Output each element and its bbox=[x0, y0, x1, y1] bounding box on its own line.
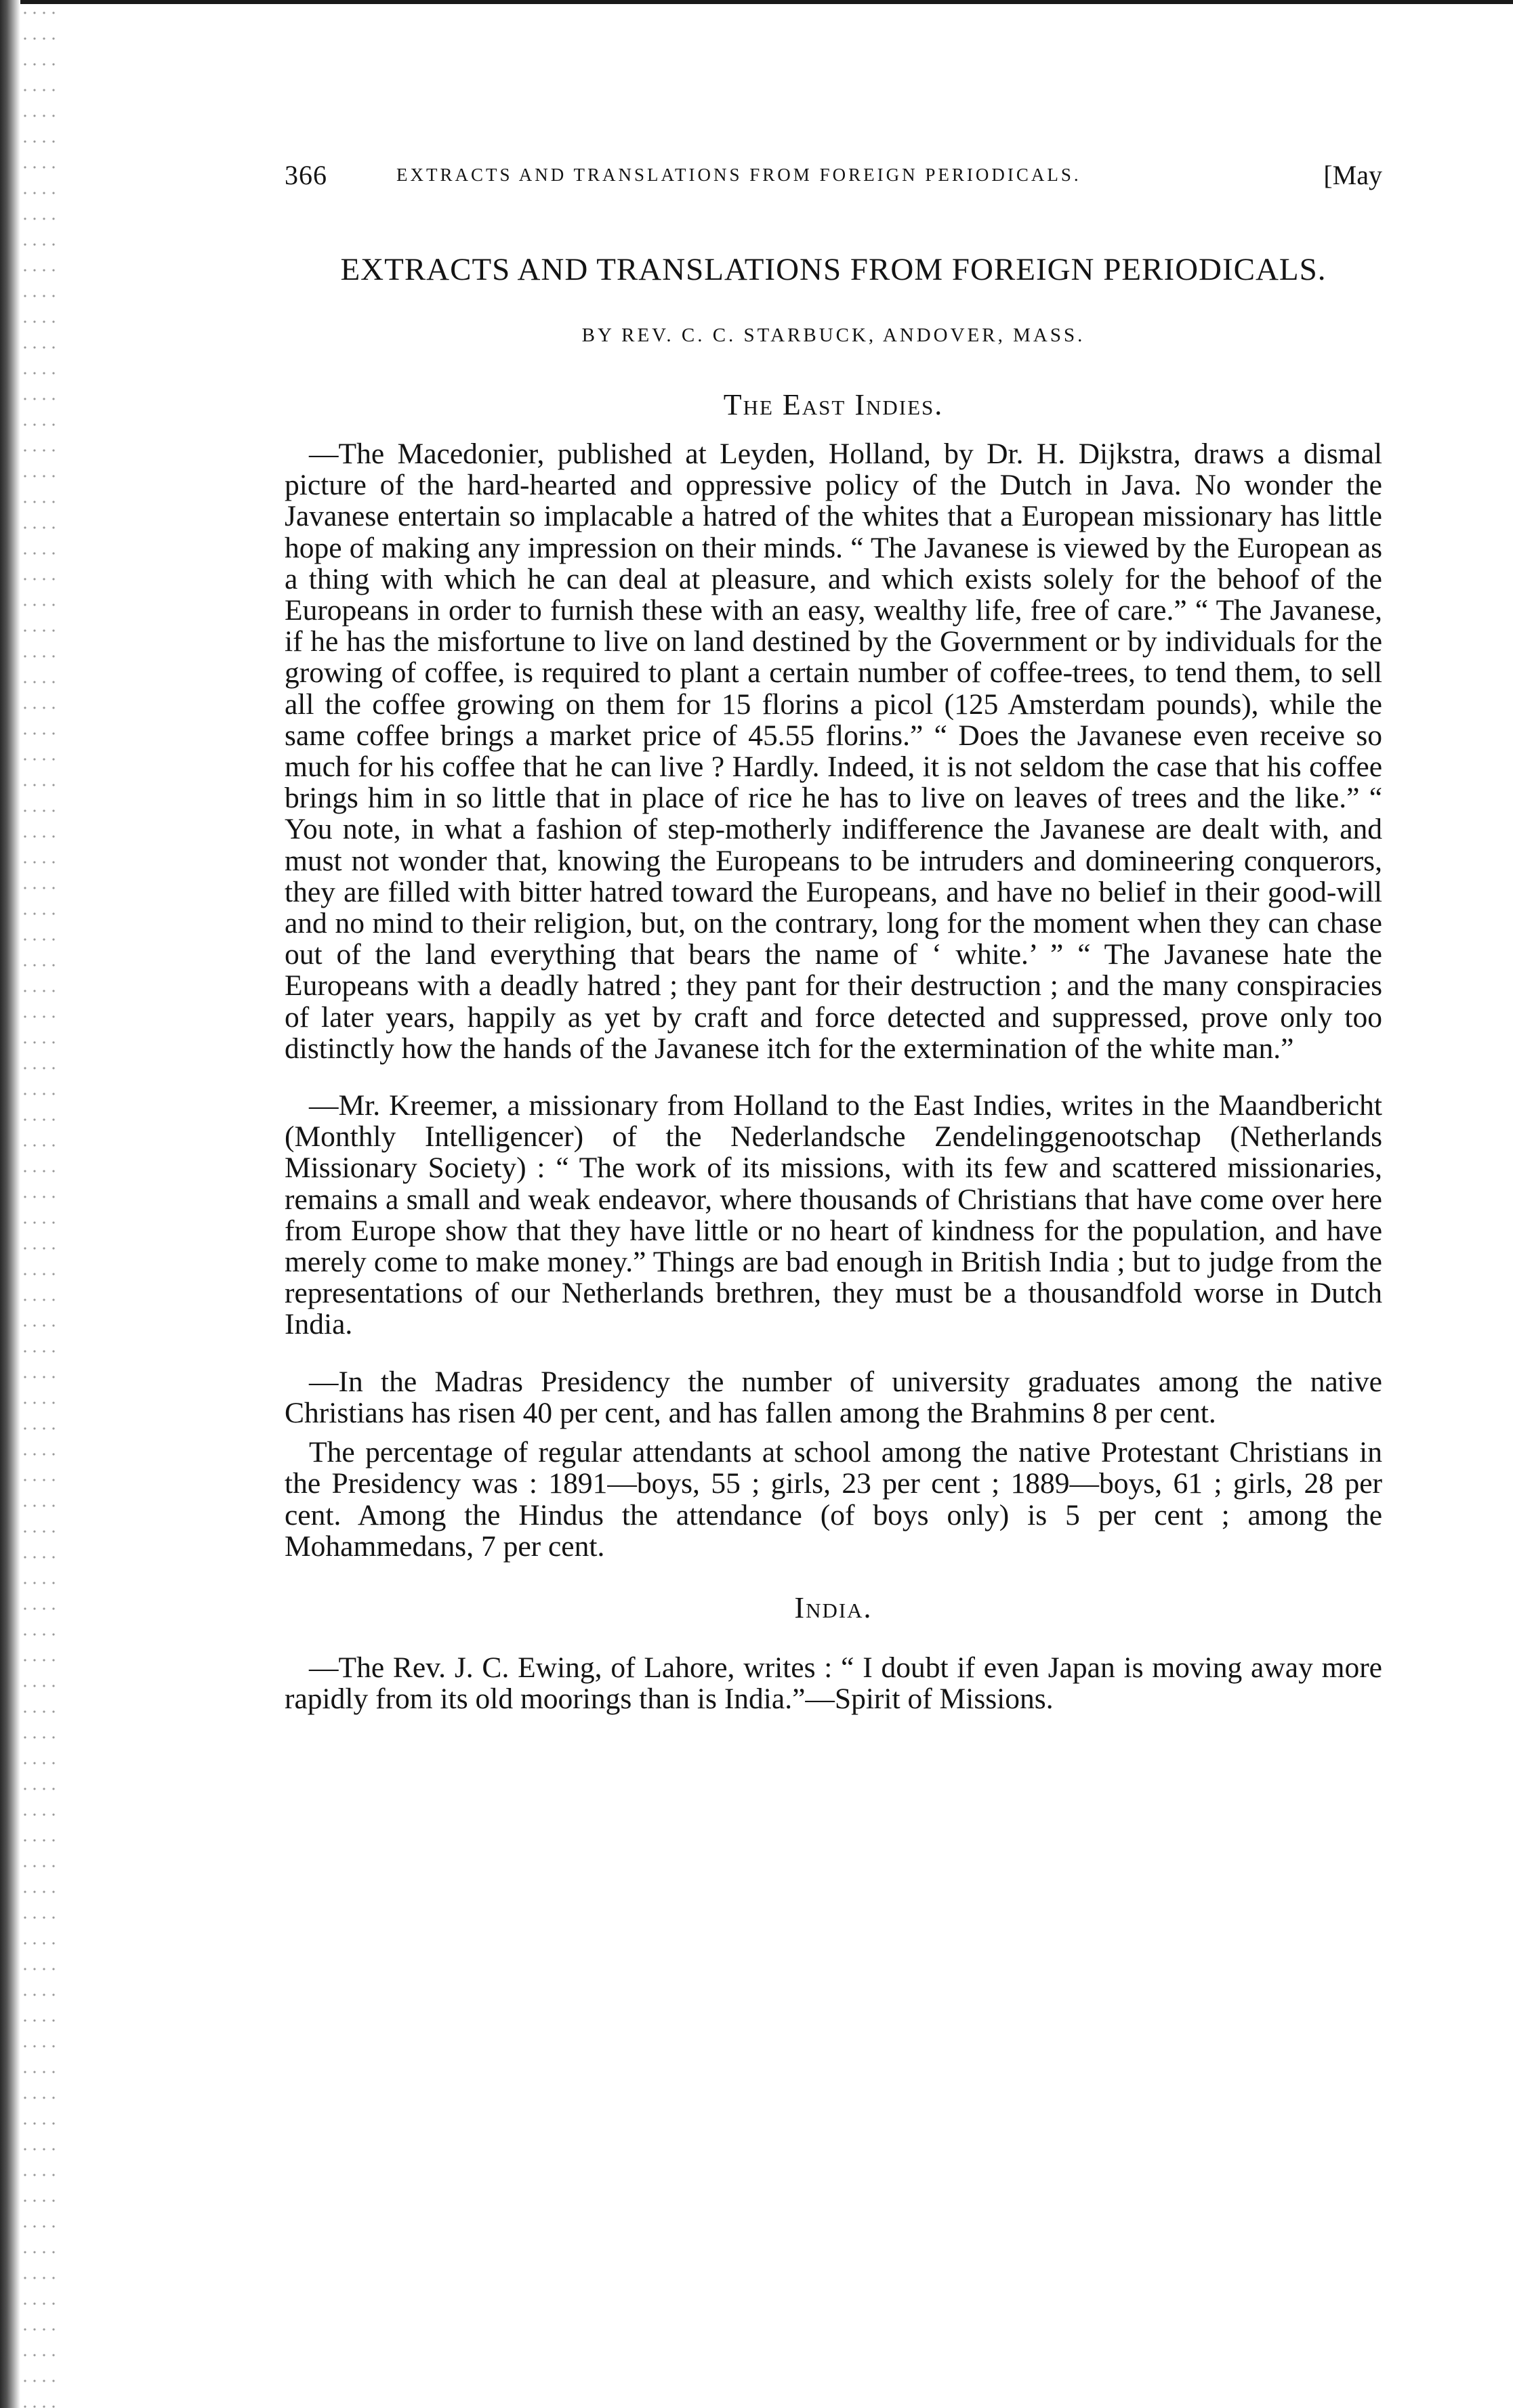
running-title: EXTRACTS AND TRANSLATIONS FROM FOREIGN PERIODICALS. bbox=[396, 165, 1081, 185]
article-byline: BY REV. C. C. STARBUCK, ANDOVER, MASS. bbox=[581, 324, 1085, 346]
scan-binding-edge bbox=[0, 0, 20, 2408]
article-title: EXTRACTS AND TRANSLATIONS FROM FOREIGN PERIODICALS. bbox=[340, 252, 1327, 287]
page-number: 366 bbox=[285, 160, 327, 190]
section-heading-east-indies: The East Indies. bbox=[723, 388, 944, 421]
page-body bbox=[285, 159, 1382, 1714]
paragraph-ewing: —The Rev. J. C. Ewing, of Lahore, writes : “ I doubt if even Japan is moving away more rapidly from its old moorings than is India.”—Spirit of Missions. bbox=[285, 1651, 1382, 1716]
paragraph-madras: —In the Madras Presidency the number of university graduates among the native Christians has risen 40 per cent, and has fallen among the Brahmins 8 per cent. bbox=[285, 1365, 1382, 1429]
scan-top-edge bbox=[0, 0, 1513, 4]
scan-binding-marks bbox=[20, 0, 61, 2408]
paragraph-school-attendance: The percentage of regular attendants at school among the native Protestant Christians in the Presidency was : 1891—boys, 55 ; girls, 23 per cent ; 1889—boys, 61 ; girls, 28 per cent. Among the Hindus the attendance (of boys only) is 5 per cent ; among the Mohammedans, 7 per cent. bbox=[285, 1436, 1382, 1563]
running-head bbox=[285, 159, 1382, 207]
section-heading-india: India. bbox=[794, 1590, 873, 1624]
paragraph-kreemer: —Mr. Kreemer, a missionary from Holland to the East Indies, writes in the Maandbericht (Monthly Intelligencer) of the Nederlandsche Zendelinggenootschap (Netherlands Missionary Society) : “ The work of its missions, with its few and scattered missionaries, remains a small and weak endeavor, where thousands of Christians that have come over here from Europe show that they have little or no heart of kindness for the population, and have merely come to make money.” Things are bad enough in British India ; but to judge from the representations of our Netherlands brethren, they must be a thousandfold worse in Dutch India. bbox=[285, 1089, 1382, 1341]
paragraph-macedonier: —The Macedonier, published at Leyden, Holland, by Dr. H. Dijkstra, draws a dismal picture of the hard-hearted and oppressive policy of the Dutch in Java. No wonder the Javanese entertain so implacable a hatred of the whites that a European missionary has little hope of making any impression on their minds. “ The Javanese is viewed by the European as a thing with which he can deal at pleasure, and which exists solely for the behoof of the Europeans in order to furnish these with an easy, wealthy life, free of care.” “ The Javanese, if he has the misfortune to live on land destined by the Government or by individuals for the growing of coffee, is required to plant a certain number of coffee-trees, to tend them, to sell all the coffee growing on them for 15 florins a picol (125 Amsterdam pounds), while the same coffee brings a market price of 45.55 florins.” “ Does the Javanese even receive so much for his coffee that he can live ? Hardly. Indeed, it is not seldom the case that his coffee brings him in so little that in place of rice he has to live on leaves of trees and the like.” “ You note, in what a fashion of step-motherly indifference the Javanese are dealt with, and must not wonder that, knowing the Europeans to be intruders and domineering conquerors, they are filled with bitter hatred toward the Europeans, and have no belief in their good-will and no mind to their religion, but, on the contrary, long for the moment when they can chase out of the land everything that bears the name of ‘ white.’ ” “ The Javanese hate the Europeans with a deadly hatred ; they pant for their destruction ; and the many conspiracies of later years, happily as yet by craft and force detected and suppressed, prove only too distinctly how the hands of the Javanese itch for the extermination of the white man.” bbox=[285, 438, 1382, 1065]
running-month: [May bbox=[1323, 160, 1382, 190]
